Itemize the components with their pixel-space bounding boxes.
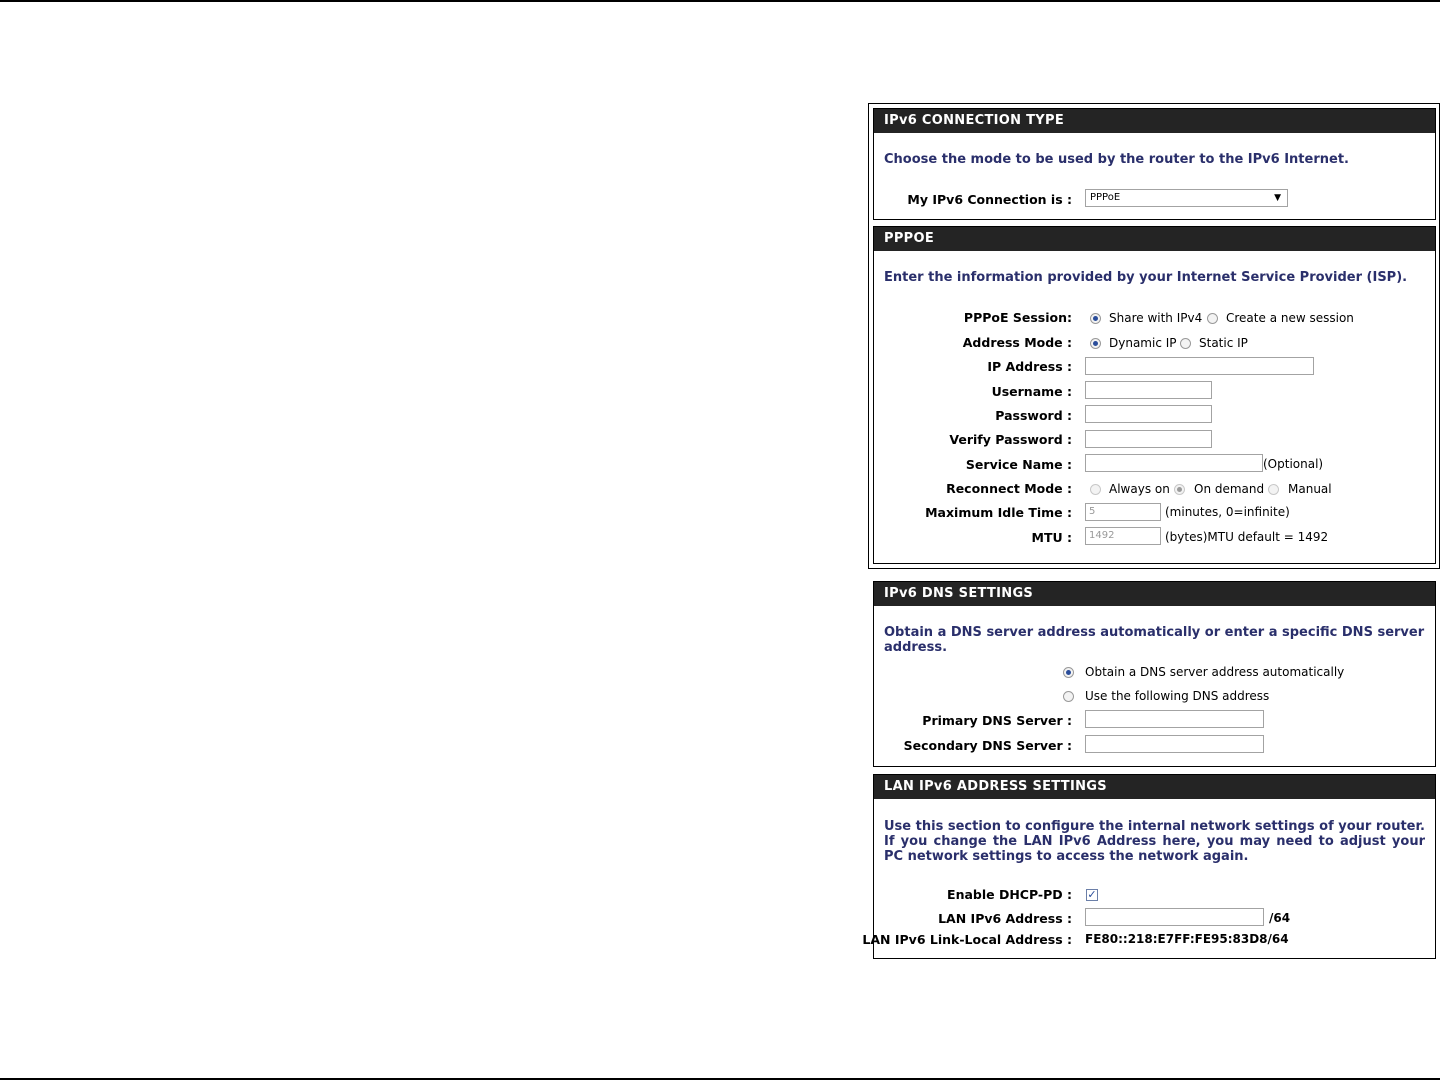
ipv6-dns-panel — [873, 581, 1436, 767]
connection-type-select[interactable] — [1085, 189, 1288, 207]
reconnect-always-label: Always on — [1109, 482, 1170, 496]
lan-ipv6-panel — [862, 774, 1436, 959]
chevron-down-icon: ▼ — [1274, 193, 1281, 203]
ip-address-input[interactable] — [1085, 357, 1314, 375]
panel-header: PPPOE — [874, 227, 1435, 251]
primary-dns-input[interactable] — [1085, 710, 1264, 728]
max-idle-note: (minutes, 0=infinite) — [1165, 505, 1290, 519]
service-name-input[interactable] — [1085, 454, 1263, 472]
lan-ipv6-prefix: /64 — [1269, 911, 1291, 925]
session-new-radio[interactable] — [1207, 313, 1218, 324]
max-idle-label: Maximum Idle Time : — [925, 505, 1072, 520]
address-mode-label: Address Mode : — [962, 335, 1072, 350]
panel-intro: Use this section to configure the internal network settings of your router. If you change the LAN IPv6 Address here, you may need to adjust your PC network settings to access the network again. — [884, 819, 1425, 864]
dns-auto-radio[interactable] — [1063, 667, 1074, 678]
reconnect-always-radio[interactable] — [1090, 484, 1101, 495]
reconnect-demand-radio[interactable] — [1174, 484, 1185, 495]
panel-header: IPv6 DNS SETTINGS — [874, 582, 1435, 606]
reconnect-mode-label: Reconnect Mode : — [946, 481, 1072, 496]
session-new-label: Create a new session — [1226, 311, 1354, 325]
pppoe-panel — [873, 226, 1436, 564]
ip-address-label: IP Address : — [987, 359, 1072, 374]
address-dynamic-label: Dynamic IP — [1109, 336, 1177, 350]
session-share-label: Share with IPv4 — [1109, 311, 1203, 325]
mtu-note: (bytes)MTU default = 1492 — [1165, 530, 1329, 544]
panel-header: IPv6 CONNECTION TYPE — [874, 109, 1435, 133]
secondary-dns-input[interactable] — [1085, 735, 1264, 753]
panel-intro: Choose the mode to be used by the router to the IPv6 Internet. — [884, 152, 1349, 167]
password-label: Password : — [995, 408, 1072, 423]
lan-ipv6-address-label: LAN IPv6 Address : — [938, 911, 1072, 926]
connection-label: My IPv6 Connection is : — [907, 192, 1072, 207]
mtu-label: MTU : — [1031, 530, 1072, 545]
mtu-input[interactable]: 1492 — [1085, 527, 1161, 545]
link-local-value: FE80::218:E7FF:FE95:83D8/64 — [1085, 932, 1289, 946]
panel-header: LAN IPv6 ADDRESS SETTINGS — [874, 775, 1435, 799]
dhcp-pd-label: Enable DHCP-PD : — [947, 887, 1072, 902]
panel-intro: Enter the information provided by your Internet Service Provider (ISP). — [884, 270, 1408, 285]
max-idle-input[interactable]: 5 — [1085, 503, 1161, 521]
service-optional-note: (Optional) — [1263, 457, 1324, 471]
primary-dns-label: Primary DNS Server : — [922, 713, 1072, 728]
address-static-radio[interactable] — [1180, 338, 1191, 349]
secondary-dns-label: Secondary DNS Server : — [903, 738, 1072, 753]
address-dynamic-radio[interactable] — [1090, 338, 1101, 349]
top-rule — [0, 0, 1440, 2]
pppoe-session-label: PPPoE Session: — [963, 310, 1072, 325]
connection-type-value: PPPoE — [1090, 192, 1121, 203]
password-input[interactable] — [1085, 405, 1212, 423]
reconnect-manual-radio[interactable] — [1268, 484, 1279, 495]
dns-manual-label: Use the following DNS address — [1085, 689, 1270, 703]
verify-password-input[interactable] — [1085, 430, 1212, 448]
verify-password-label: Verify Password : — [949, 432, 1072, 447]
lan-ipv6-address-input[interactable] — [1085, 908, 1264, 926]
bottom-rule — [0, 1078, 1440, 1080]
service-name-label: Service Name : — [965, 457, 1072, 472]
session-share-radio[interactable] — [1090, 313, 1101, 324]
dns-auto-label: Obtain a DNS server address automatically — [1085, 665, 1345, 679]
ipv6-connection-type-panel — [873, 108, 1436, 220]
dhcp-pd-checkbox[interactable]: ✓ — [1087, 888, 1097, 901]
username-input[interactable] — [1085, 381, 1212, 399]
reconnect-manual-label: Manual — [1288, 482, 1332, 496]
panel-intro: Obtain a DNS server address automatically or enter a specific DNS server address. — [884, 625, 1425, 655]
address-static-label: Static IP — [1199, 336, 1248, 350]
username-label: Username : — [991, 384, 1072, 399]
reconnect-demand-label: On demand — [1194, 482, 1265, 496]
dns-manual-radio[interactable] — [1063, 691, 1074, 702]
link-local-label: LAN IPv6 Link-Local Address : — [862, 932, 1072, 947]
